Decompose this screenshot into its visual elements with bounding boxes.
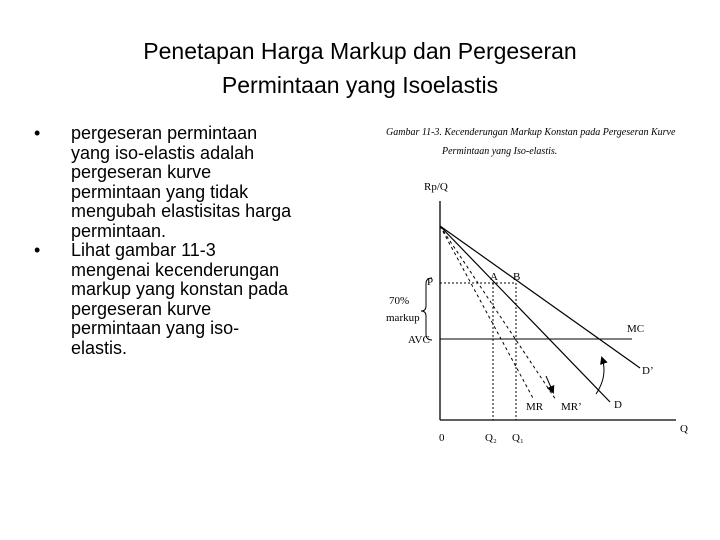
y-axis-label: Rp/Q <box>424 181 448 193</box>
figure-caption-line-2: Permintaan yang Iso-elastis. <box>442 146 558 157</box>
avc-label: AVC <box>408 334 430 346</box>
x-axis-label: Q <box>680 423 688 435</box>
bullet-line: mengenai kecenderungan <box>71 259 280 280</box>
mr-shift-arrow <box>546 376 553 392</box>
q2-label: Q₂ <box>485 432 497 444</box>
bullet-line: yang iso-elastis adalah <box>71 142 255 163</box>
bullet-item <box>28 124 358 241</box>
mr-prime-label: MR’ <box>561 401 582 413</box>
marginal-revenue-curve-mr <box>440 226 534 400</box>
bullet-line: permintaan. <box>71 220 167 241</box>
mr-label: MR <box>526 401 544 413</box>
q1-label: Q₁ <box>512 432 524 444</box>
bullet-marker: • <box>34 240 41 260</box>
title-line-1: Penetapan Harga Markup dan Pergeseran <box>143 38 577 64</box>
slide-title <box>60 34 660 102</box>
bullet-list <box>28 124 358 358</box>
bullet-marker: • <box>34 123 41 143</box>
price-label: P <box>427 276 434 288</box>
point-b-label: B <box>513 271 521 283</box>
markup-label: markup <box>386 312 420 324</box>
demand-curve-d <box>440 226 610 402</box>
bullet-line: pergeseran permintaan <box>71 123 258 143</box>
bullet-line: permintaan yang iso- <box>71 318 240 338</box>
figure-caption-line-1: Gambar 11-3. Kecenderungan Markup Konstan pada Pergeseran Kurve <box>386 127 676 138</box>
markup-percent-label: 70% <box>389 295 410 307</box>
d-prime-label: D’ <box>642 365 654 377</box>
marginal-revenue-curve-mr-prime <box>440 226 556 400</box>
mc-label: MC <box>627 323 645 335</box>
point-a-label: A <box>490 271 498 283</box>
title-line-2: Permintaan yang Isoelastis <box>221 72 499 98</box>
markup-diagram <box>378 118 720 448</box>
bullet-line: mengubah elastisitas harga <box>71 201 292 221</box>
bullet-line: elastis. <box>71 337 128 358</box>
bullet-line: markup yang konstan pada <box>71 279 289 299</box>
bullet-line: pergeseran kurve <box>71 298 212 319</box>
bullet-line: permintaan yang tidak <box>71 181 249 202</box>
bullet-line: Lihat gambar 11-3 <box>71 240 216 260</box>
figure-11-3 <box>378 118 720 448</box>
d-label: D <box>614 399 622 411</box>
demand-curve-d-prime <box>440 226 640 368</box>
bullet-item <box>28 241 358 358</box>
bullet-line: pergeseran kurve <box>71 162 212 182</box>
origin-label: 0 <box>439 432 445 444</box>
